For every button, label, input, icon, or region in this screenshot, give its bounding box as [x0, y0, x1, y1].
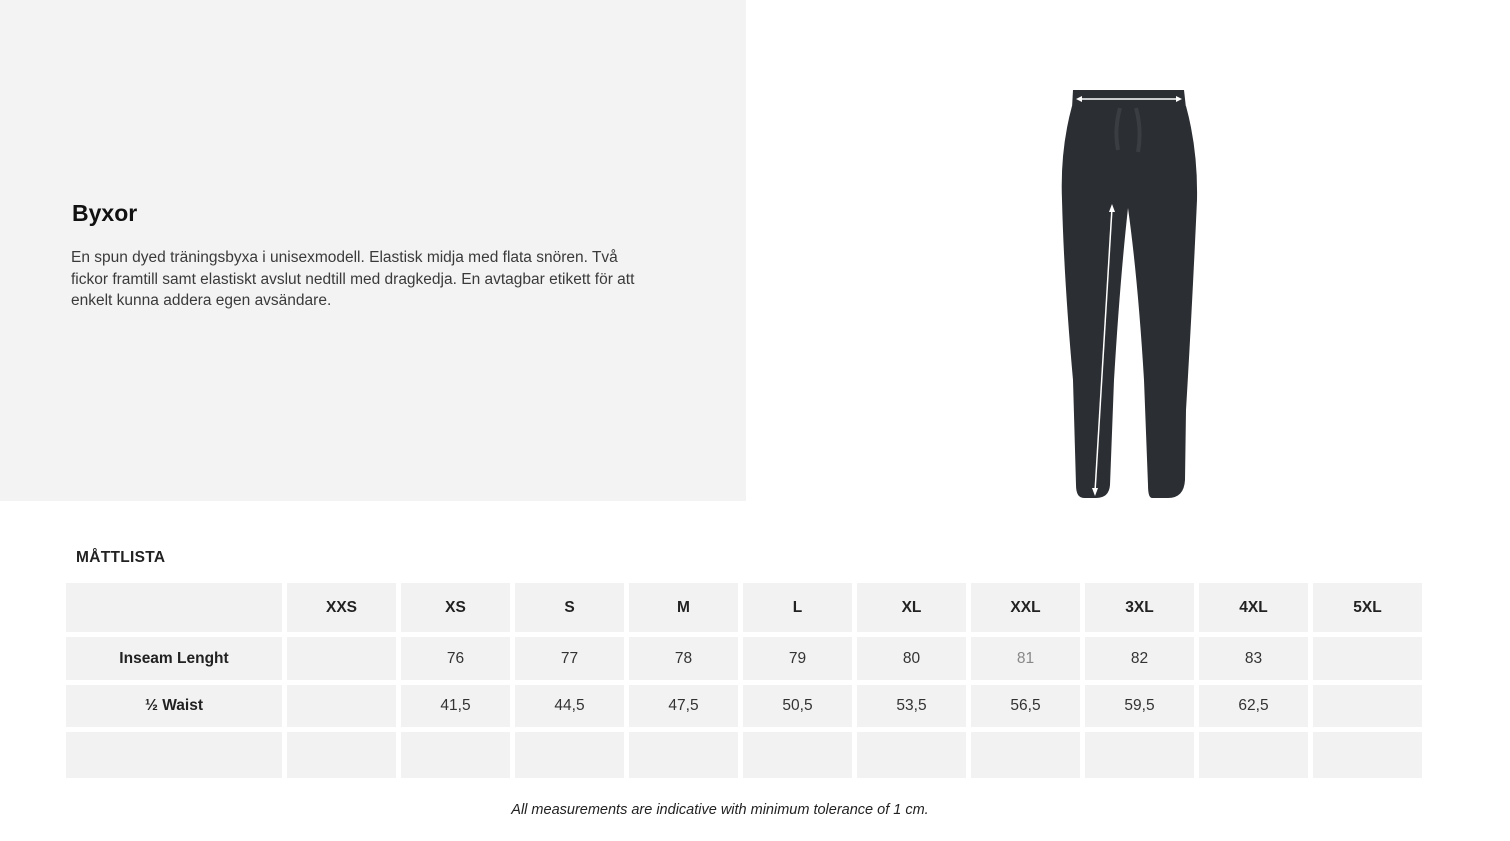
size-header-cell: 5XL	[1313, 583, 1422, 632]
value-cell	[629, 732, 738, 778]
value-cell: 81	[971, 637, 1080, 680]
size-chart-title: MÅTTLISTA	[76, 549, 166, 566]
value-cell: 77	[515, 637, 624, 680]
table-row	[66, 685, 1422, 727]
measurement-footnote: All measurements are indicative with minimum tolerance of 1 cm.	[511, 802, 929, 818]
value-cell: 82	[1085, 637, 1194, 680]
value-cell: 62,5	[1199, 685, 1308, 727]
row-label: Inseam Lenght	[66, 637, 282, 680]
value-cell: 83	[1199, 637, 1308, 680]
value-cell: 50,5	[743, 685, 852, 727]
size-header-cell: XXS	[287, 583, 396, 632]
pants-product-image	[1040, 80, 1220, 505]
product-description: En spun dyed träningsbyxa i unisexmodell. Elastisk midja med flata snören. Två fickor framtill samt elastiskt avslut nedtill med dragkedja. En avtagbar etikett för att enkelt kunna addera egen avsändare.	[71, 249, 635, 309]
value-cell	[401, 732, 510, 778]
size-header-cell: 3XL	[1085, 583, 1194, 632]
value-cell	[1313, 685, 1422, 727]
value-cell: 78	[629, 637, 738, 680]
value-cell: 59,5	[1085, 685, 1194, 727]
corner-cell	[66, 583, 282, 632]
value-cell	[515, 732, 624, 778]
value-cell: 80	[857, 637, 966, 680]
size-header-cell: 4XL	[1199, 583, 1308, 632]
value-cell	[287, 732, 396, 778]
size-header-row	[66, 583, 1422, 632]
pants-body	[1062, 106, 1197, 498]
value-cell: 41,5	[401, 685, 510, 727]
value-cell: 79	[743, 637, 852, 680]
size-header-cell: S	[515, 583, 624, 632]
value-cell: 76	[401, 637, 510, 680]
value-cell	[743, 732, 852, 778]
product-intro-panel	[0, 0, 746, 501]
table-row	[66, 637, 1422, 680]
value-cell	[1085, 732, 1194, 778]
value-cell	[287, 685, 396, 727]
row-label	[66, 732, 282, 778]
size-header-cell: XXL	[971, 583, 1080, 632]
table-row	[66, 732, 1422, 778]
size-header-cell: M	[629, 583, 738, 632]
size-header-cell: XL	[857, 583, 966, 632]
product-title: Byxor	[72, 200, 138, 226]
value-cell: 44,5	[515, 685, 624, 727]
size-chart-table	[61, 578, 1427, 783]
size-header-cell: L	[743, 583, 852, 632]
row-label: ½ Waist	[66, 685, 282, 727]
value-cell: 53,5	[857, 685, 966, 727]
value-cell	[1313, 732, 1422, 778]
value-cell: 56,5	[971, 685, 1080, 727]
value-cell	[857, 732, 966, 778]
value-cell: 47,5	[629, 685, 738, 727]
value-cell	[1313, 637, 1422, 680]
value-cell	[971, 732, 1080, 778]
value-cell	[287, 637, 396, 680]
size-header-cell: XS	[401, 583, 510, 632]
value-cell	[1199, 732, 1308, 778]
